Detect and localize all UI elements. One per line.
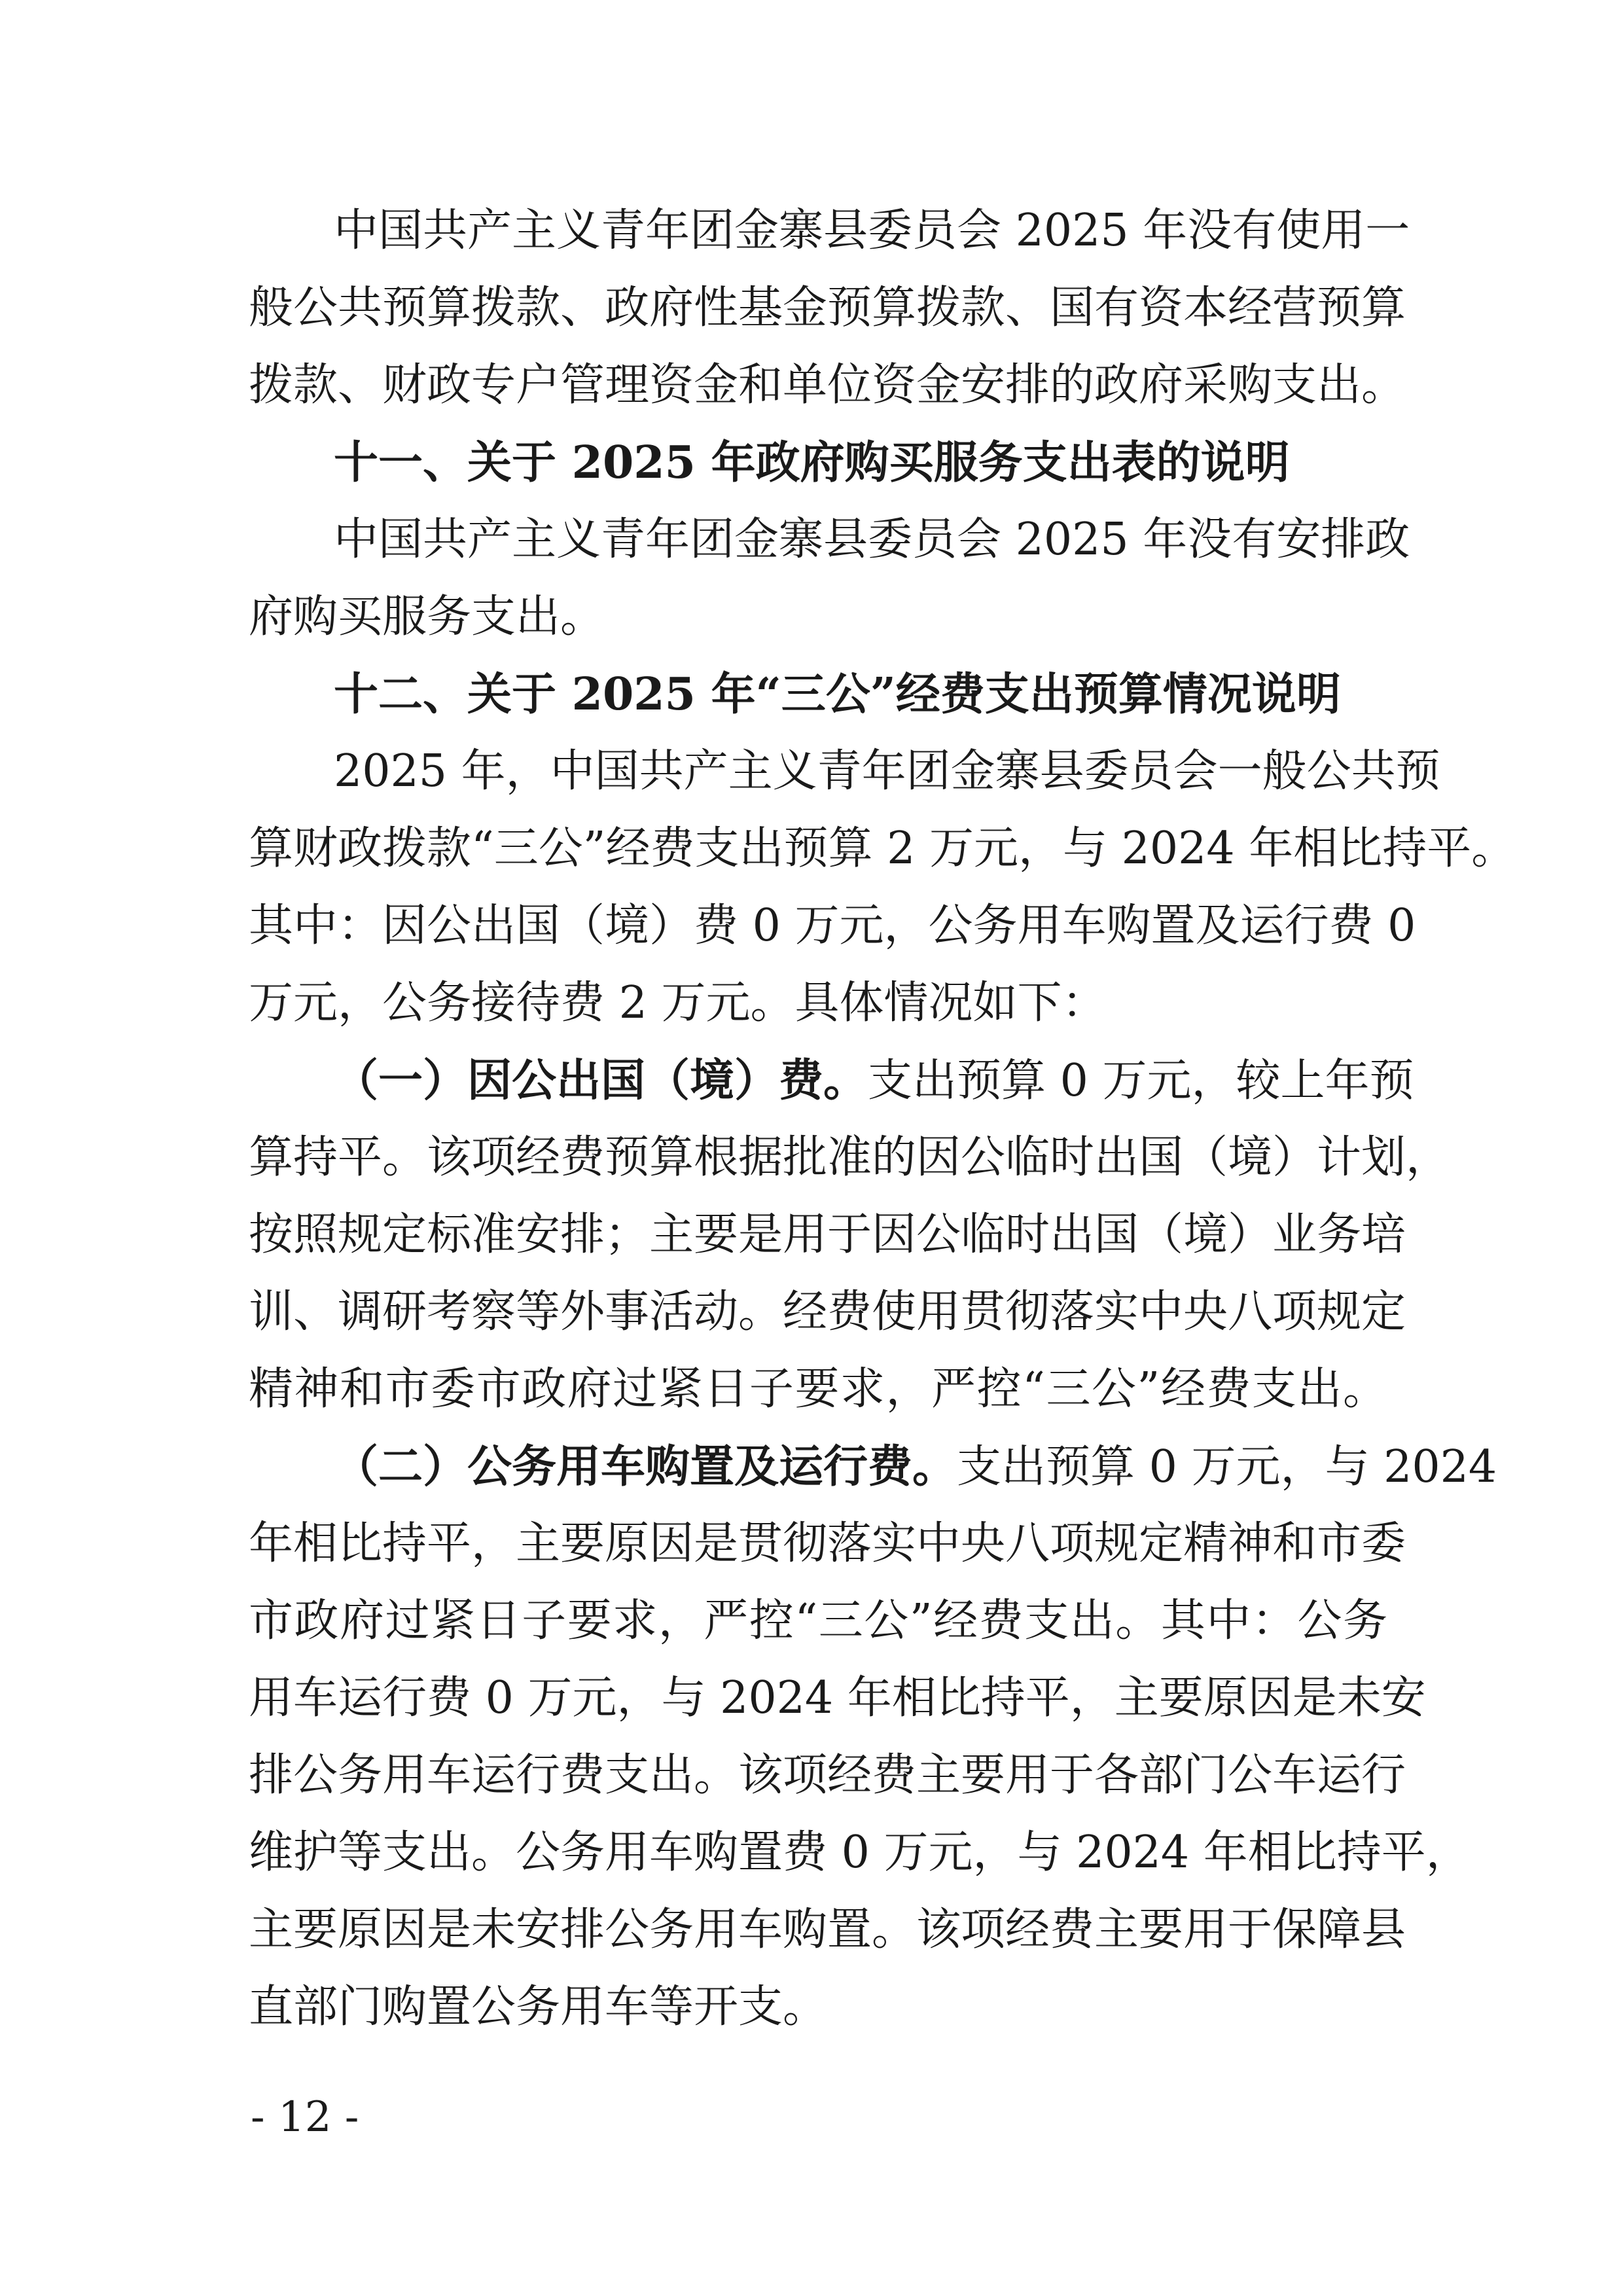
section-heading-11: 十一、关于 2025 年政府购买服务支出表的说明: [334, 437, 1290, 489]
subsection-line: [249, 1049, 1414, 1112]
paragraph-line: 精神和市委市政府过紧日子要求，严控“三公”经费支出。: [249, 1363, 1387, 1415]
paragraph-line: 2025 年，中国共产主义青年团金寨县委员会一般公共预: [334, 745, 1440, 797]
paragraph-line: 用车运行费 0 万元，与 2024 年相比持平，主要原因是未安: [249, 1672, 1426, 1724]
paragraph-line: 中国共产主义青年团金寨县委员会 2025 年没有安排政: [334, 514, 1410, 565]
paragraph-line: 中国共产主义青年团金寨县委员会 2025 年没有使用一: [334, 205, 1410, 257]
section-heading-12: 十二、关于 2025 年“三公”经费支出预算情况说明: [334, 668, 1341, 721]
paragraph-line: 般公共预算拨款、政府性基金预算拨款、国有资本经营预算: [249, 282, 1406, 334]
paragraph-line: 维护等支出。公务用车购置费 0 万元，与 2024 年相比持平，: [249, 1827, 1471, 1878]
paragraph-line: 府购买服务支出。: [249, 591, 605, 643]
page-number: - 12 -: [251, 2093, 359, 2142]
paragraph-line: 按照规定标准安排；主要是用于因公临时出国（境）业务培: [249, 1209, 1406, 1261]
paragraph-line: 市政府过紧日子要求，严控“三公”经费支出。其中：公务: [249, 1595, 1387, 1647]
subsection-line: [249, 1435, 1497, 1498]
paragraph-line: 主要原因是未安排公务用车购置。该项经费主要用于保障县: [249, 1904, 1406, 1956]
paragraph-line: 拨款、财政专户管理资金和单位资金安排的政府采购支出。: [249, 359, 1406, 411]
paragraph-line: 排公务用车运行费支出。该项经费主要用于各部门公车运行: [249, 1749, 1406, 1801]
paragraph-line: 训、调研考察等外事活动。经费使用贯彻落实中央八项规定: [249, 1286, 1406, 1338]
subsection-text: 支出预算 0 万元，较上年预: [868, 1055, 1414, 1107]
subsection-title-2: （二）公务用车购置及运行费。: [334, 1441, 957, 1493]
paragraph-line: 其中：因公出国（境）费 0 万元，公务用车购置及运行费 0: [249, 900, 1416, 952]
paragraph-line: 算持平。该项经费预算根据批准的因公临时出国（境）计划，: [249, 1132, 1451, 1183]
paragraph-line: 年相比持平，主要原因是贯彻落实中央八项规定精神和市委: [249, 1518, 1406, 1570]
subsection-text: 支出预算 0 万元，与 2024: [957, 1441, 1497, 1493]
subsection-title-1: （一）因公出国（境）费。: [334, 1054, 868, 1107]
paragraph-line: 直部门购置公务用车等开支。: [249, 1981, 828, 2033]
paragraph-line: 算财政拨款“三公”经费支出预算 2 万元，与 2024 年相比持平。: [249, 823, 1516, 874]
paragraph-line: 万元，公务接待费 2 万元。具体情况如下：: [249, 977, 1107, 1029]
